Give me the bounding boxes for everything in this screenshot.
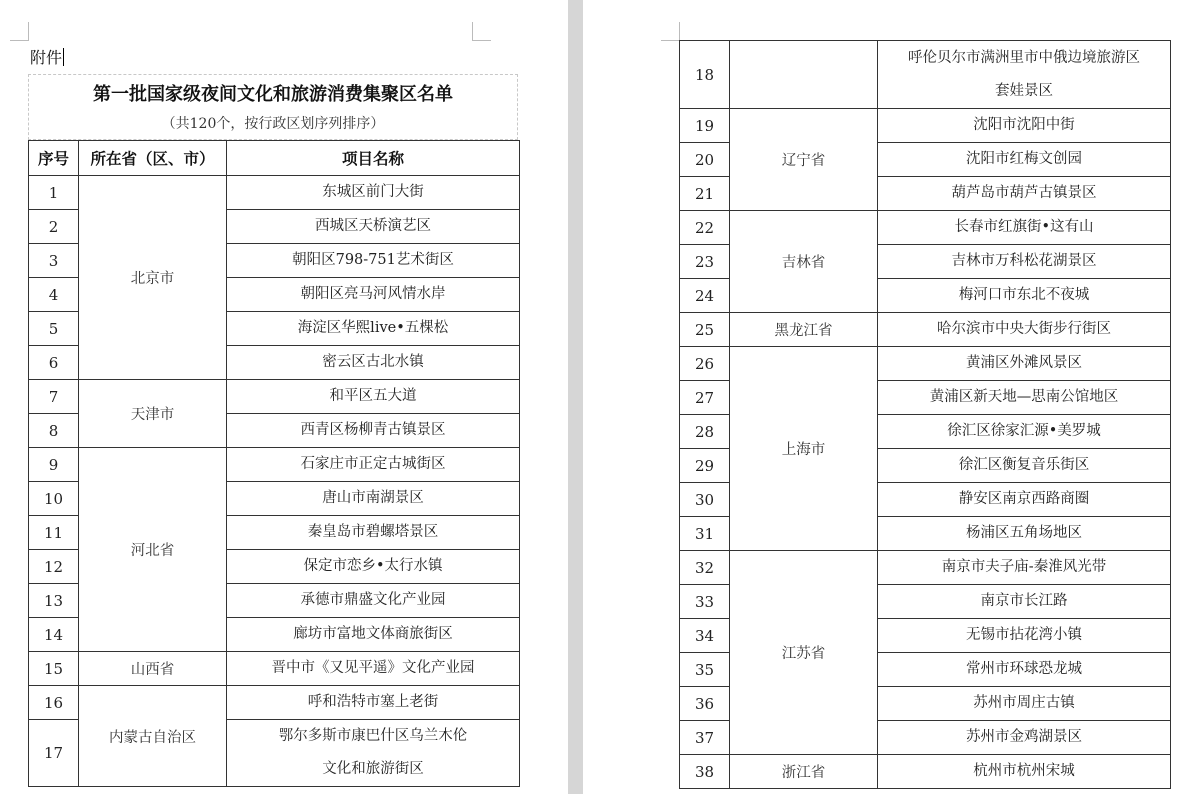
- table-row: [29, 176, 520, 210]
- project-name: [878, 41, 1171, 109]
- row-number: 7: [29, 380, 79, 414]
- province-cell: 黑龙江省: [730, 313, 878, 347]
- row-number: 15: [29, 652, 79, 686]
- project-name: 西青区杨柳青古镇景区: [227, 414, 520, 448]
- province-cell: 吉林省: [730, 211, 878, 313]
- row-number: 13: [29, 584, 79, 618]
- table-row: [29, 686, 520, 720]
- header-no: 序号: [29, 141, 79, 176]
- project-name: 无锡市拈花湾小镇: [878, 619, 1171, 653]
- row-number: 14: [29, 618, 79, 652]
- project-name: 南京市长江路: [878, 585, 1171, 619]
- project-name: 呼和浩特市塞上老街: [227, 686, 520, 720]
- row-number: 37: [680, 721, 730, 755]
- document-page-left: [0, 0, 568, 794]
- table-header-row: [29, 141, 520, 176]
- project-name: 石家庄市正定古城街区: [227, 448, 520, 482]
- project-name-line: 呼伦贝尔市满洲里市中俄边境旅游区: [908, 49, 1140, 66]
- project-name-line: 鄂尔多斯市康巴什区乌兰木伦: [278, 728, 468, 744]
- row-number: 18: [680, 41, 730, 109]
- project-name: 葫芦岛市葫芦古镇景区: [878, 177, 1171, 211]
- province-cell: 上海市: [730, 347, 878, 551]
- row-number: 3: [29, 244, 79, 278]
- row-number: 8: [29, 414, 79, 448]
- header-name: 项目名称: [227, 141, 520, 176]
- project-name: 沈阳市沈阳中街: [878, 109, 1171, 143]
- table-row: [680, 347, 1171, 381]
- table-row: [680, 109, 1171, 143]
- row-number: 35: [680, 653, 730, 687]
- project-name: 杨浦区五角场地区: [878, 517, 1171, 551]
- row-number: 26: [680, 347, 730, 381]
- row-number: 10: [29, 482, 79, 516]
- row-number: 23: [680, 245, 730, 279]
- project-name: 黄浦区外滩风景区: [878, 347, 1171, 381]
- header-province: 所在省（区、市）: [79, 141, 227, 176]
- project-name: 徐汇区徐家汇源•美罗城: [878, 415, 1171, 449]
- project-name: 常州市环球恐龙城: [878, 653, 1171, 687]
- province-cell: 河北省: [79, 448, 227, 652]
- project-name: 和平区五大道: [227, 380, 520, 414]
- row-number: 25: [680, 313, 730, 347]
- province-cell: 内蒙古自治区: [79, 686, 227, 787]
- document-title: 第一批国家级夜间文化和旅游消费集聚区名单: [93, 84, 453, 105]
- project-name-line: 文化和旅游街区: [322, 761, 424, 777]
- project-name: 西城区天桥演艺区: [227, 210, 520, 244]
- project-name: 梅河口市东北不夜城: [878, 279, 1171, 313]
- province-cell: 辽宁省: [730, 109, 878, 211]
- document-subtitle: （共120个，按行政区划序列排序）: [161, 116, 385, 132]
- project-name: 保定市恋乡•太行水镇: [227, 550, 520, 584]
- row-number: 17: [29, 720, 79, 787]
- list-table-right: [679, 40, 1171, 789]
- row-number: 31: [680, 517, 730, 551]
- table-row: [680, 755, 1171, 789]
- project-name: 唐山市南湖景区: [227, 482, 520, 516]
- province-cell: 江苏省: [730, 551, 878, 755]
- document-page-right: [583, 0, 1194, 794]
- project-name: 哈尔滨市中央大街步行街区: [878, 313, 1171, 347]
- row-number: 27: [680, 381, 730, 415]
- province-cell: 山西省: [79, 652, 227, 686]
- project-name: 苏州市金鸡湖景区: [878, 721, 1171, 755]
- row-number: 34: [680, 619, 730, 653]
- project-name: 吉林市万科松花湖景区: [878, 245, 1171, 279]
- row-number: 33: [680, 585, 730, 619]
- project-name: 密云区古北水镇: [227, 346, 520, 380]
- table-row: [680, 211, 1171, 245]
- project-name: 晋中市《又见平遥》文化产业园: [227, 652, 520, 686]
- row-number: 24: [680, 279, 730, 313]
- project-name: 海淀区华熙live•五棵松: [227, 312, 520, 346]
- title-block: [28, 74, 518, 140]
- table-row: [680, 41, 1171, 109]
- crop-mark-top-right: [472, 22, 491, 41]
- project-name: 东城区前门大街: [227, 176, 520, 210]
- row-number: 11: [29, 516, 79, 550]
- attachment-label[interactable]: 附件: [30, 48, 63, 67]
- project-name: 廊坊市富地文体商旅街区: [227, 618, 520, 652]
- table-row: [680, 313, 1171, 347]
- province-cell: 天津市: [79, 380, 227, 448]
- row-number: 30: [680, 483, 730, 517]
- table-row: [680, 551, 1171, 585]
- project-name: 徐汇区衡复音乐街区: [878, 449, 1171, 483]
- project-name-line: 套娃景区: [995, 82, 1053, 99]
- row-number: 5: [29, 312, 79, 346]
- row-number: 21: [680, 177, 730, 211]
- province-cell: [730, 41, 878, 109]
- project-name: 静安区南京西路商圈: [878, 483, 1171, 517]
- province-cell: 北京市: [79, 176, 227, 380]
- project-name: 杭州市杭州宋城: [878, 755, 1171, 789]
- row-number: 16: [29, 686, 79, 720]
- project-name: 承德市鼎盛文化产业园: [227, 584, 520, 618]
- row-number: 2: [29, 210, 79, 244]
- province-cell: 浙江省: [730, 755, 878, 789]
- project-name: 沈阳市红梅文创园: [878, 143, 1171, 177]
- row-number: 20: [680, 143, 730, 177]
- project-name: 黄浦区新天地—思南公馆地区: [878, 381, 1171, 415]
- crop-mark-top-left: [10, 22, 29, 41]
- row-number: 32: [680, 551, 730, 585]
- crop-mark-top-left: [661, 22, 680, 41]
- project-name: 朝阳区798-751艺术街区: [227, 244, 520, 278]
- project-name: 苏州市周庄古镇: [878, 687, 1171, 721]
- table-row: [29, 380, 520, 414]
- row-number: 22: [680, 211, 730, 245]
- row-number: 1: [29, 176, 79, 210]
- project-name: 秦皇岛市碧螺塔景区: [227, 516, 520, 550]
- row-number: 4: [29, 278, 79, 312]
- project-name: 长春市红旗街•这有山: [878, 211, 1171, 245]
- row-number: 29: [680, 449, 730, 483]
- row-number: 38: [680, 755, 730, 789]
- list-table-left: [28, 140, 520, 787]
- row-number: 36: [680, 687, 730, 721]
- row-number: 19: [680, 109, 730, 143]
- text-cursor: [63, 48, 64, 66]
- project-name: [227, 720, 520, 787]
- table-row: [29, 448, 520, 482]
- table-row: [29, 652, 520, 686]
- row-number: 9: [29, 448, 79, 482]
- project-name: 朝阳区亮马河风情水岸: [227, 278, 520, 312]
- row-number: 6: [29, 346, 79, 380]
- row-number: 12: [29, 550, 79, 584]
- project-name: 南京市夫子庙-秦淮风光带: [878, 551, 1171, 585]
- row-number: 28: [680, 415, 730, 449]
